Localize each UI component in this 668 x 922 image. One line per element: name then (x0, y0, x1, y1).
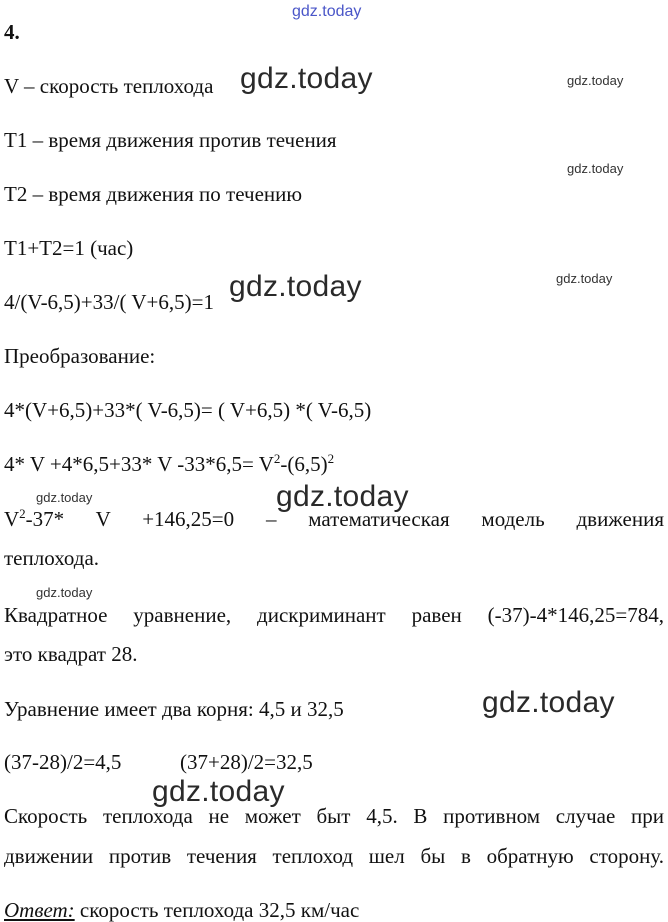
watermark: gdz.today (276, 480, 409, 513)
conclusion-line-1: Скорость теплохода не может быт 4,5. В противном случае при (4, 804, 664, 828)
conclusion-line-2: движении против течения теплоход шел бы в обратную сторону. (4, 844, 664, 868)
time-sum: Т1+Т2=1 (час) (4, 236, 134, 260)
root-2: (37+28)/2=32,5 (180, 750, 313, 774)
transform-step-2-main: 4* V +4*6,5+33* V -33*6,5= V (4, 452, 274, 476)
answer-text: скорость теплохода 32,5 км/час (74, 898, 360, 922)
watermark: gdz.today (567, 73, 624, 88)
equation: 4/(V-6,5)+33/( V+6,5)=1 (4, 290, 214, 314)
watermark-top: gdz.today (292, 3, 362, 20)
definition-t1: Т1 – время движения против течения (4, 128, 337, 152)
watermark: gdz.today (482, 686, 615, 719)
watermark: gdz.today (567, 161, 624, 176)
watermark: gdz.today (152, 775, 285, 808)
transform-step-2-mid: -(6,5) (280, 452, 328, 476)
definition-v: V – скорость теплохода (4, 74, 214, 98)
model-v: V (4, 507, 20, 531)
transform-label: Преобразование: (4, 344, 156, 368)
roots-statement: Уравнение имеет два корня: 4,5 и 32,5 (4, 697, 344, 721)
exponent: 2 (327, 451, 335, 466)
watermark: gdz.today (36, 490, 93, 505)
exponent: 2 (273, 451, 281, 466)
watermark: gdz.today (36, 585, 93, 600)
answer (4, 898, 359, 922)
math-model-end: теплохода. (4, 546, 100, 570)
watermark: gdz.today (556, 271, 613, 286)
transform-step-1: 4*(V+6,5)+33*( V-6,5)= ( V+6,5) *( V-6,5) (4, 398, 372, 422)
model-rest: -37* V +146,25=0 – математическая модель движения (25, 507, 664, 531)
discriminant-line-1: Квадратное уравнение, дискриминант равен (-37)-4*146,25=784, (4, 603, 664, 627)
watermark: gdz.today (229, 270, 362, 303)
transform-step-2 (4, 452, 334, 476)
exponent: 2 (19, 506, 26, 521)
math-model (4, 507, 664, 531)
problem-number: 4. (4, 20, 20, 44)
discriminant-line-2: это квадрат 28. (4, 642, 138, 666)
watermark: gdz.today (240, 62, 373, 95)
definition-t2: Т2 – время движения по течению (4, 182, 303, 206)
answer-label: Ответ: (4, 898, 75, 922)
root-1: (37-28)/2=4,5 (4, 750, 122, 774)
